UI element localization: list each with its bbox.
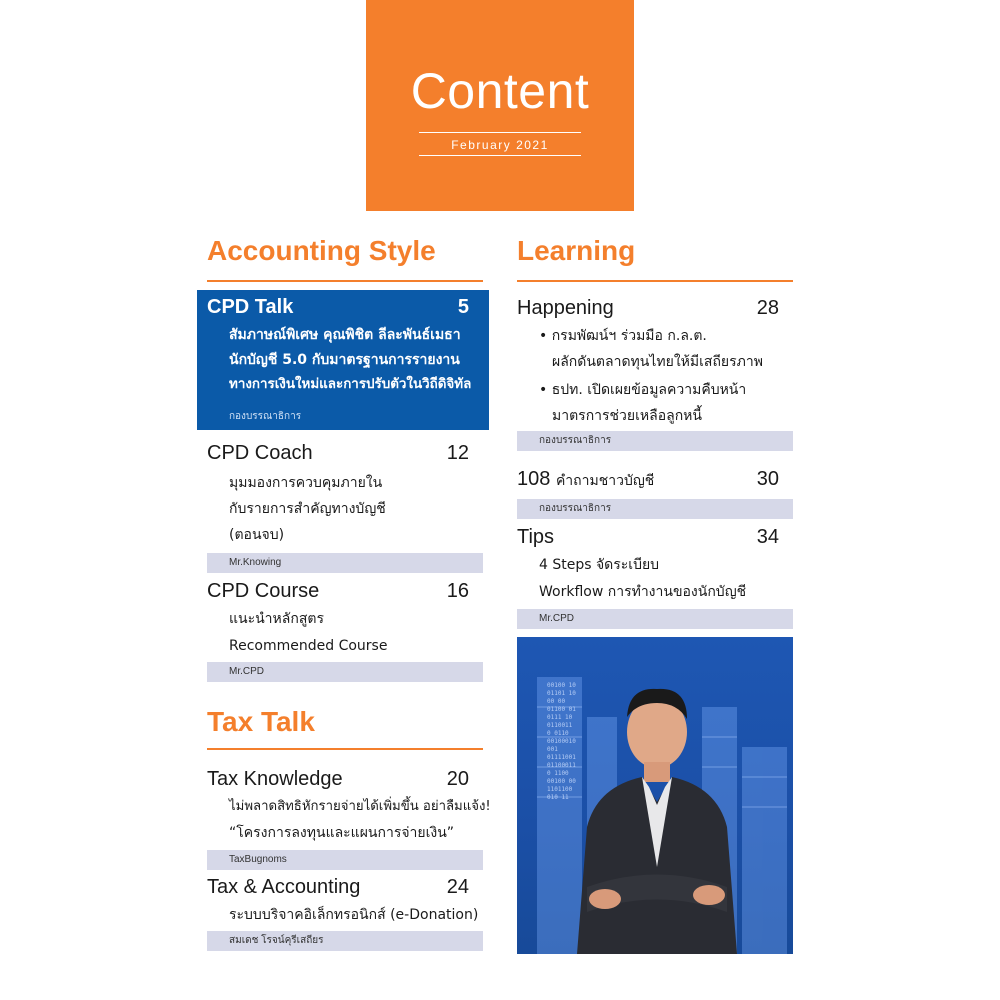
- toc-entry-cpd-course[interactable]: [207, 580, 469, 660]
- author-bar: สมเดช โรจน์คุรีเสถียร: [207, 931, 483, 951]
- photo-binary-code: 00100 10 01101 10 00 00 01100 01 0111 10 0110011 0 0110 00100010 001 01111001 01100011 0 1100 00100 00 1101100 010 11: [547, 682, 576, 801]
- entry-title: [517, 468, 654, 492]
- entry-title-number: 108: [517, 468, 551, 490]
- entry-heading: [207, 768, 469, 798]
- entry-line: กับรายการสำคัญทางบัญชี: [229, 501, 386, 517]
- toc-entry-cpd-coach[interactable]: [207, 442, 469, 542]
- section-rule: [517, 280, 793, 282]
- entry-line: 4 Steps จัดระเบียบ: [539, 557, 660, 573]
- entry-heading: [207, 580, 469, 610]
- entry-page-number: 16: [446, 580, 469, 602]
- entry-heading: [517, 297, 779, 327]
- issue-date: February 2021: [451, 138, 549, 152]
- author-bar: Mr.CPD: [517, 609, 793, 629]
- entry-page-number: 34: [756, 526, 779, 548]
- section-rule: [207, 280, 483, 282]
- entry-line: ทางการเงินใหม่และการปรับตัวในวิถีดิจิทัล: [229, 377, 472, 392]
- header-divider-bottom: [419, 155, 581, 156]
- entry-page-number: 20: [446, 768, 469, 790]
- entry-line: Recommended Course: [229, 638, 388, 654]
- entry-line: ผลักดันตลาดทุนไทยให้มีเสถียรภาพ: [552, 354, 763, 370]
- entry-title: CPD Course: [207, 580, 320, 602]
- entry-line: “โครงการลงทุนและแผนการจ่ายเงิน”: [229, 825, 455, 841]
- entry-line: ระบบบริจาคอิเล็กทรอนิกส์ (e-Donation): [229, 907, 479, 923]
- section-title-accounting-style: Accounting Style: [207, 235, 436, 266]
- section-title-tax-talk: Tax Talk: [207, 706, 315, 737]
- entry-heading: [207, 296, 469, 326]
- author-bar: Mr.Knowing: [207, 553, 483, 573]
- entry-title: CPD Talk: [207, 296, 294, 318]
- header-banner: [366, 0, 634, 211]
- author-bar: กองบรรณาธิการ: [517, 431, 793, 451]
- author-bar: Mr.CPD: [207, 662, 483, 682]
- toc-entry-cpd-talk[interactable]: [207, 296, 472, 426]
- entry-line: • ธปท. เปิดเผยข้อมูลความคืบหน้า: [539, 382, 747, 398]
- entry-line: นักบัญชี 5.0 กับมาตรฐานการรายงาน: [229, 352, 460, 368]
- toc-entry-tax-accounting[interactable]: [207, 876, 479, 926]
- entry-heading: [517, 468, 779, 498]
- entry-line: มุมมองการควบคุมภายใน: [229, 475, 383, 491]
- entry-line: • กรมพัฒน์ฯ ร่วมมือ ก.ล.ต.: [539, 328, 707, 344]
- entry-title: Tax Knowledge: [207, 768, 343, 790]
- header-divider-top: [419, 132, 581, 133]
- toc-entry-108-questions[interactable]: [517, 468, 779, 498]
- entry-author: กองบรรณาธิการ: [229, 411, 302, 422]
- entry-heading: [207, 876, 469, 906]
- entry-heading: [517, 526, 779, 556]
- entry-line: Workflow การทำงานของนักบัญชี: [539, 584, 747, 600]
- featured-entry-box[interactable]: [197, 290, 489, 430]
- toc-entry-happening[interactable]: [517, 297, 779, 427]
- entry-heading: [207, 442, 469, 472]
- author-bar: กองบรรณาธิการ: [517, 499, 793, 519]
- entry-line: มาตรการช่วยเหลือลูกหนี้: [552, 408, 702, 424]
- entry-line: แนะนำหลักสูตร: [229, 611, 324, 627]
- entry-title: CPD Coach: [207, 442, 313, 464]
- entry-line: (ตอนจบ): [229, 527, 285, 543]
- cover-photo: [517, 637, 793, 954]
- section-rule: [207, 748, 483, 750]
- toc-entry-tips[interactable]: [517, 526, 779, 606]
- entry-page-number: 24: [446, 876, 469, 898]
- entry-title: Happening: [517, 297, 614, 319]
- entry-title-text: คำถามชาวบัญชี: [555, 473, 655, 489]
- entry-page-number: 30: [756, 468, 779, 490]
- author-bar: TaxBugnoms: [207, 850, 483, 870]
- page-title: Content: [410, 63, 590, 119]
- entry-title: Tips: [517, 526, 555, 548]
- entry-page-number: 12: [446, 442, 469, 464]
- section-title-learning: Learning: [517, 235, 636, 266]
- entry-line: สัมภาษณ์พิเศษ คุณพิชิต ลีละพันธ์เมธา: [229, 327, 461, 343]
- toc-entry-tax-knowledge[interactable]: [207, 768, 491, 848]
- entry-title: Tax & Accounting: [207, 876, 361, 898]
- entry-page-number: 5: [457, 296, 469, 318]
- entry-line: ไม่พลาดสิทธิหักรายจ่ายได้เพิ่มขึ้น อย่าลืมแจ้ง!: [229, 799, 491, 814]
- entry-page-number: 28: [756, 297, 779, 319]
